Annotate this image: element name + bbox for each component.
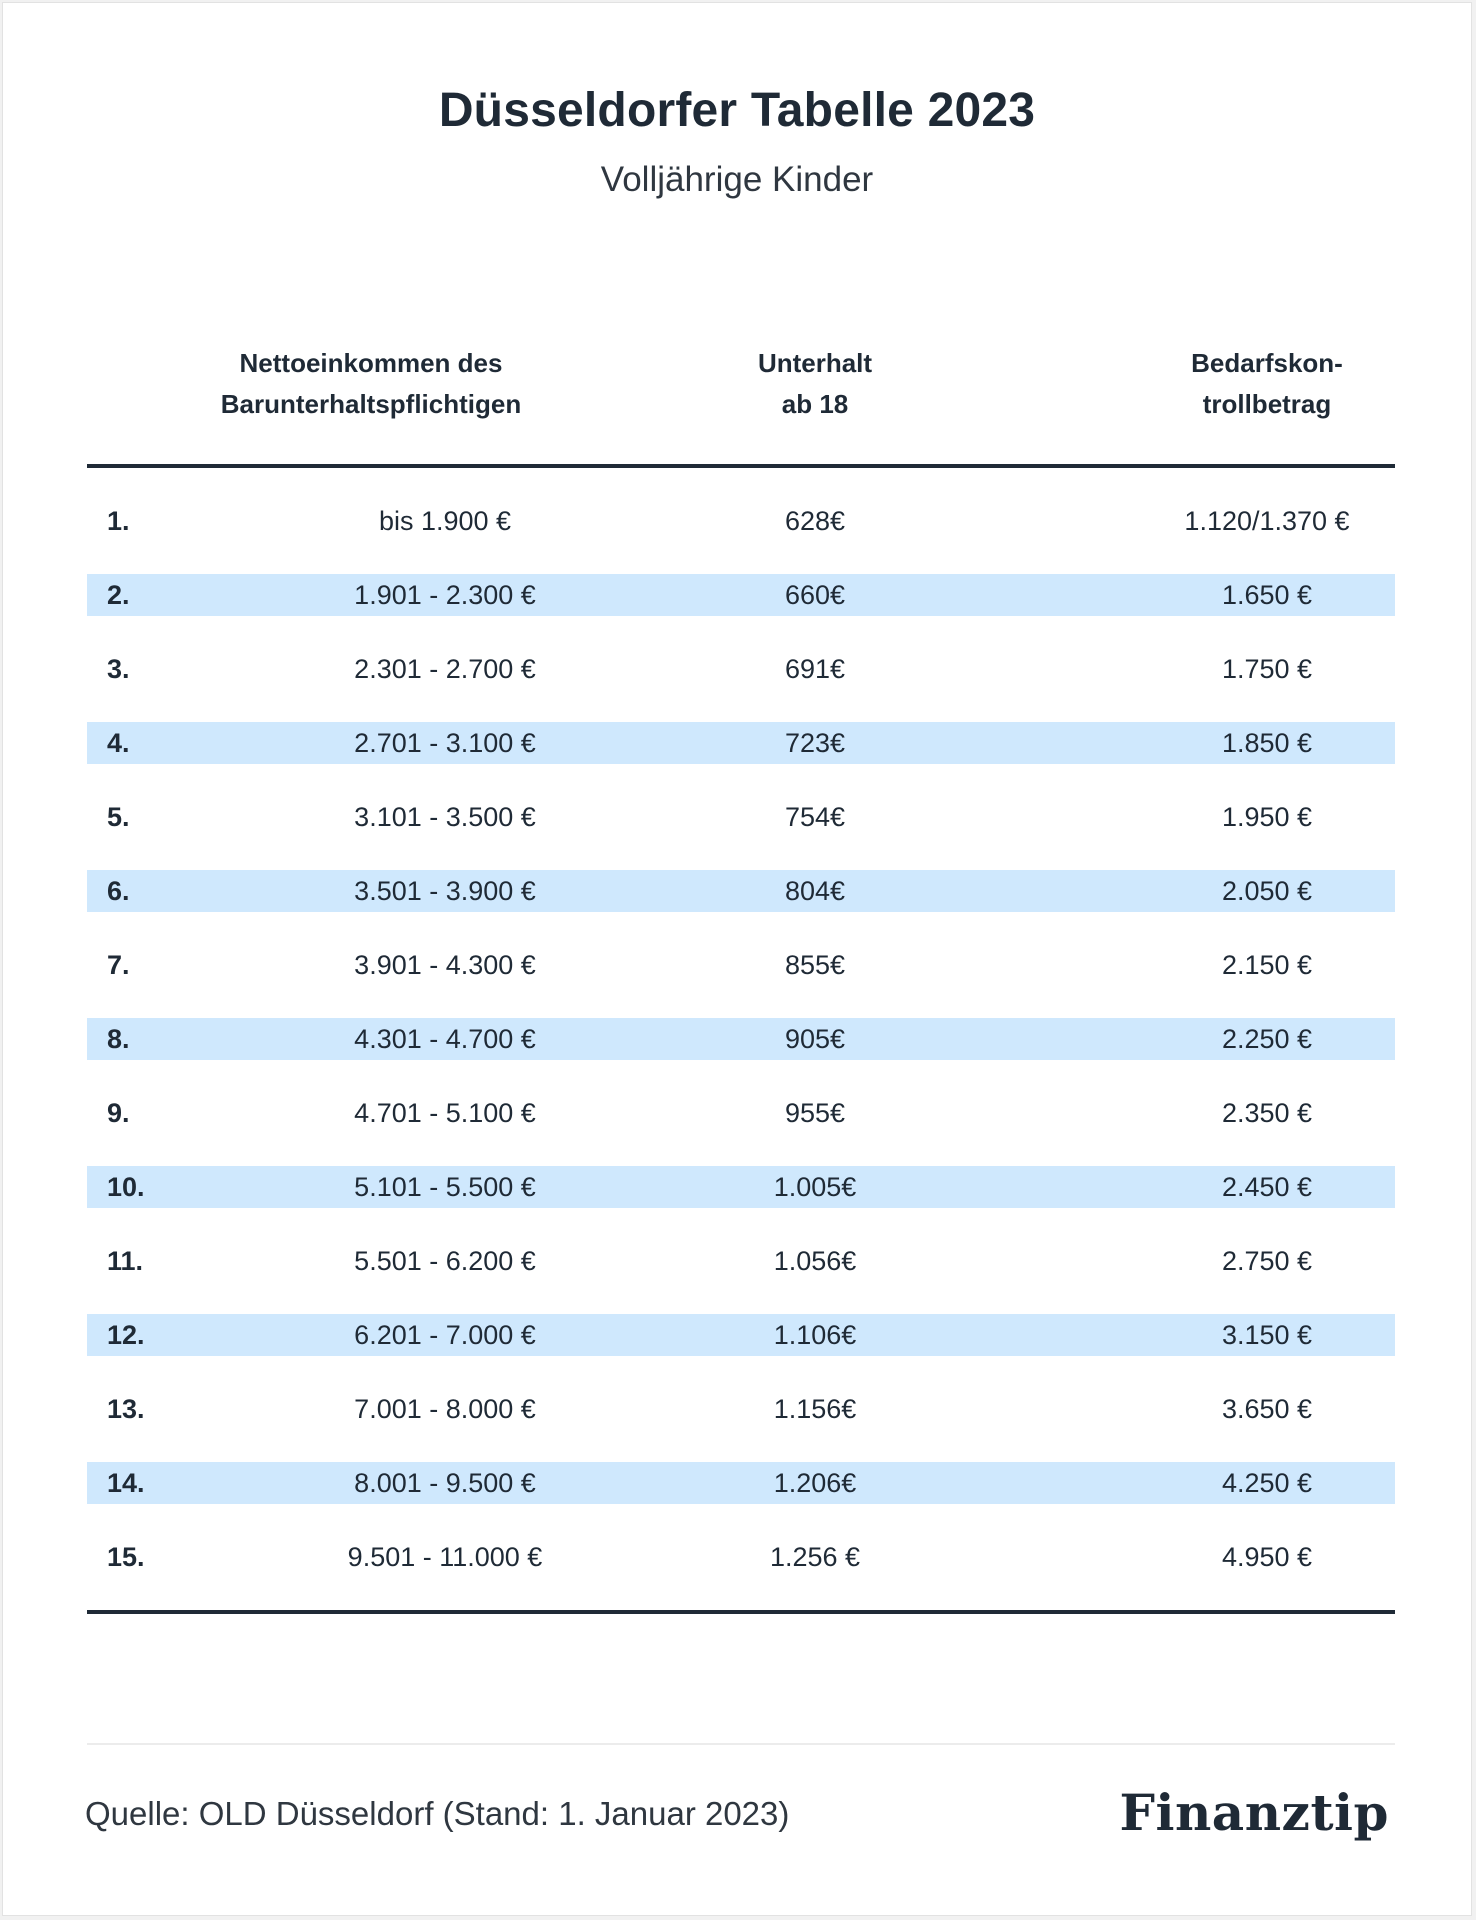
row-support: 1.156€ bbox=[773, 1394, 857, 1424]
row-control: 1.950 € bbox=[1221, 802, 1313, 832]
table-row bbox=[87, 1166, 1395, 1208]
page-title: Düsseldorfer Tabelle 2023 bbox=[438, 84, 1036, 137]
row-control: 3.150 € bbox=[1221, 1320, 1313, 1350]
row-support: 660€ bbox=[784, 580, 846, 610]
row-income: 3.501 - 3.900 € bbox=[354, 876, 536, 906]
row-income: 2.301 - 2.700 € bbox=[354, 654, 536, 684]
table-top-rule bbox=[87, 464, 1395, 468]
row-control: 4.250 € bbox=[1221, 1468, 1313, 1498]
row-support: 754€ bbox=[784, 802, 846, 832]
row-support: 691€ bbox=[784, 654, 846, 684]
row-number: 15. bbox=[107, 1542, 145, 1572]
row-income: 5.101 - 5.500 € bbox=[354, 1172, 536, 1202]
row-number: 7. bbox=[107, 950, 130, 980]
source-note: Quelle: OLD Düsseldorf (Stand: 1. Januar 2023) bbox=[85, 1795, 790, 1832]
row-support: 905€ bbox=[784, 1024, 846, 1054]
row-control: 2.750 € bbox=[1221, 1246, 1313, 1276]
row-support: 804€ bbox=[784, 876, 846, 906]
footer-divider bbox=[87, 1743, 1395, 1745]
table-row bbox=[87, 574, 1395, 616]
row-control: 1.850 € bbox=[1221, 728, 1313, 758]
row-number: 4. bbox=[107, 728, 130, 758]
row-income: bis 1.900 € bbox=[378, 506, 512, 536]
row-income: 1.901 - 2.300 € bbox=[354, 580, 536, 610]
row-number: 5. bbox=[107, 802, 130, 832]
column-header-support bbox=[715, 343, 915, 425]
row-support: 955€ bbox=[784, 1098, 846, 1128]
row-number: 1. bbox=[107, 506, 130, 536]
table-row bbox=[87, 1092, 1395, 1134]
row-control: 1.650 € bbox=[1221, 580, 1313, 610]
row-control: 3.650 € bbox=[1221, 1394, 1313, 1424]
column-header-control-line2: trollbetrag bbox=[1202, 389, 1332, 419]
row-control: 4.950 € bbox=[1221, 1542, 1313, 1572]
column-header-income-line1: Nettoeinkommen des bbox=[239, 348, 503, 378]
brand-logo: Finanztip bbox=[1119, 1783, 1389, 1842]
row-support: 1.206€ bbox=[773, 1468, 857, 1498]
table-row bbox=[87, 1388, 1395, 1430]
row-control: 1.120/1.370 € bbox=[1184, 506, 1350, 536]
table-row bbox=[87, 1314, 1395, 1356]
infographic-card bbox=[2, 2, 1472, 1916]
row-number: 6. bbox=[107, 876, 130, 906]
table-row bbox=[87, 1240, 1395, 1282]
table-row bbox=[87, 944, 1395, 986]
table-row bbox=[87, 722, 1395, 764]
row-number: 14. bbox=[107, 1468, 145, 1498]
table-bottom-rule bbox=[87, 1610, 1395, 1614]
row-control: 2.050 € bbox=[1221, 876, 1313, 906]
row-control: 2.250 € bbox=[1221, 1024, 1313, 1054]
row-control: 2.150 € bbox=[1221, 950, 1313, 980]
row-income: 5.501 - 6.200 € bbox=[354, 1246, 536, 1276]
row-income: 9.501 - 11.000 € bbox=[347, 1542, 543, 1572]
table-row bbox=[87, 1018, 1395, 1060]
row-control: 1.750 € bbox=[1221, 654, 1313, 684]
table-row bbox=[87, 796, 1395, 838]
row-number: 13. bbox=[107, 1394, 145, 1424]
row-income: 6.201 - 7.000 € bbox=[354, 1320, 536, 1350]
column-header-support-line2: ab 18 bbox=[781, 389, 849, 419]
row-support: 855€ bbox=[784, 950, 846, 980]
row-support: 628€ bbox=[784, 506, 846, 536]
row-income: 2.701 - 3.100 € bbox=[354, 728, 536, 758]
row-support: 1.005€ bbox=[773, 1172, 857, 1202]
row-support: 723€ bbox=[784, 728, 846, 758]
page-subtitle: Volljährige Kinder bbox=[600, 160, 874, 199]
row-number: 3. bbox=[107, 654, 130, 684]
table-row bbox=[87, 648, 1395, 690]
row-support: 1.106€ bbox=[773, 1320, 857, 1350]
row-income: 3.101 - 3.500 € bbox=[354, 802, 536, 832]
row-number: 9. bbox=[107, 1098, 130, 1128]
row-number: 2. bbox=[107, 580, 130, 610]
row-income: 7.001 - 8.000 € bbox=[354, 1394, 536, 1424]
table-row bbox=[87, 1536, 1395, 1578]
column-header-support-line1: Unterhalt bbox=[757, 348, 873, 378]
row-income: 4.301 - 4.700 € bbox=[354, 1024, 536, 1054]
row-number: 11. bbox=[107, 1246, 144, 1276]
row-number: 12. bbox=[107, 1320, 145, 1350]
row-income: 8.001 - 9.500 € bbox=[354, 1468, 536, 1498]
column-header-income bbox=[181, 343, 561, 425]
row-income: 3.901 - 4.300 € bbox=[354, 950, 536, 980]
table-row bbox=[87, 500, 1395, 542]
row-income: 4.701 - 5.100 € bbox=[354, 1098, 536, 1128]
row-control: 2.350 € bbox=[1221, 1098, 1313, 1128]
row-support: 1.056€ bbox=[773, 1246, 857, 1276]
row-support: 1.256 € bbox=[769, 1542, 861, 1572]
table-row bbox=[87, 870, 1395, 912]
row-number: 8. bbox=[107, 1024, 130, 1054]
column-header-control bbox=[1169, 343, 1365, 425]
column-header-income-line2: Barunterhaltspflichtigen bbox=[220, 389, 522, 419]
column-header-control-line1: Bedarfskon- bbox=[1191, 348, 1343, 378]
row-number: 10. bbox=[107, 1172, 145, 1202]
table-row bbox=[87, 1462, 1395, 1504]
row-control: 2.450 € bbox=[1221, 1172, 1313, 1202]
